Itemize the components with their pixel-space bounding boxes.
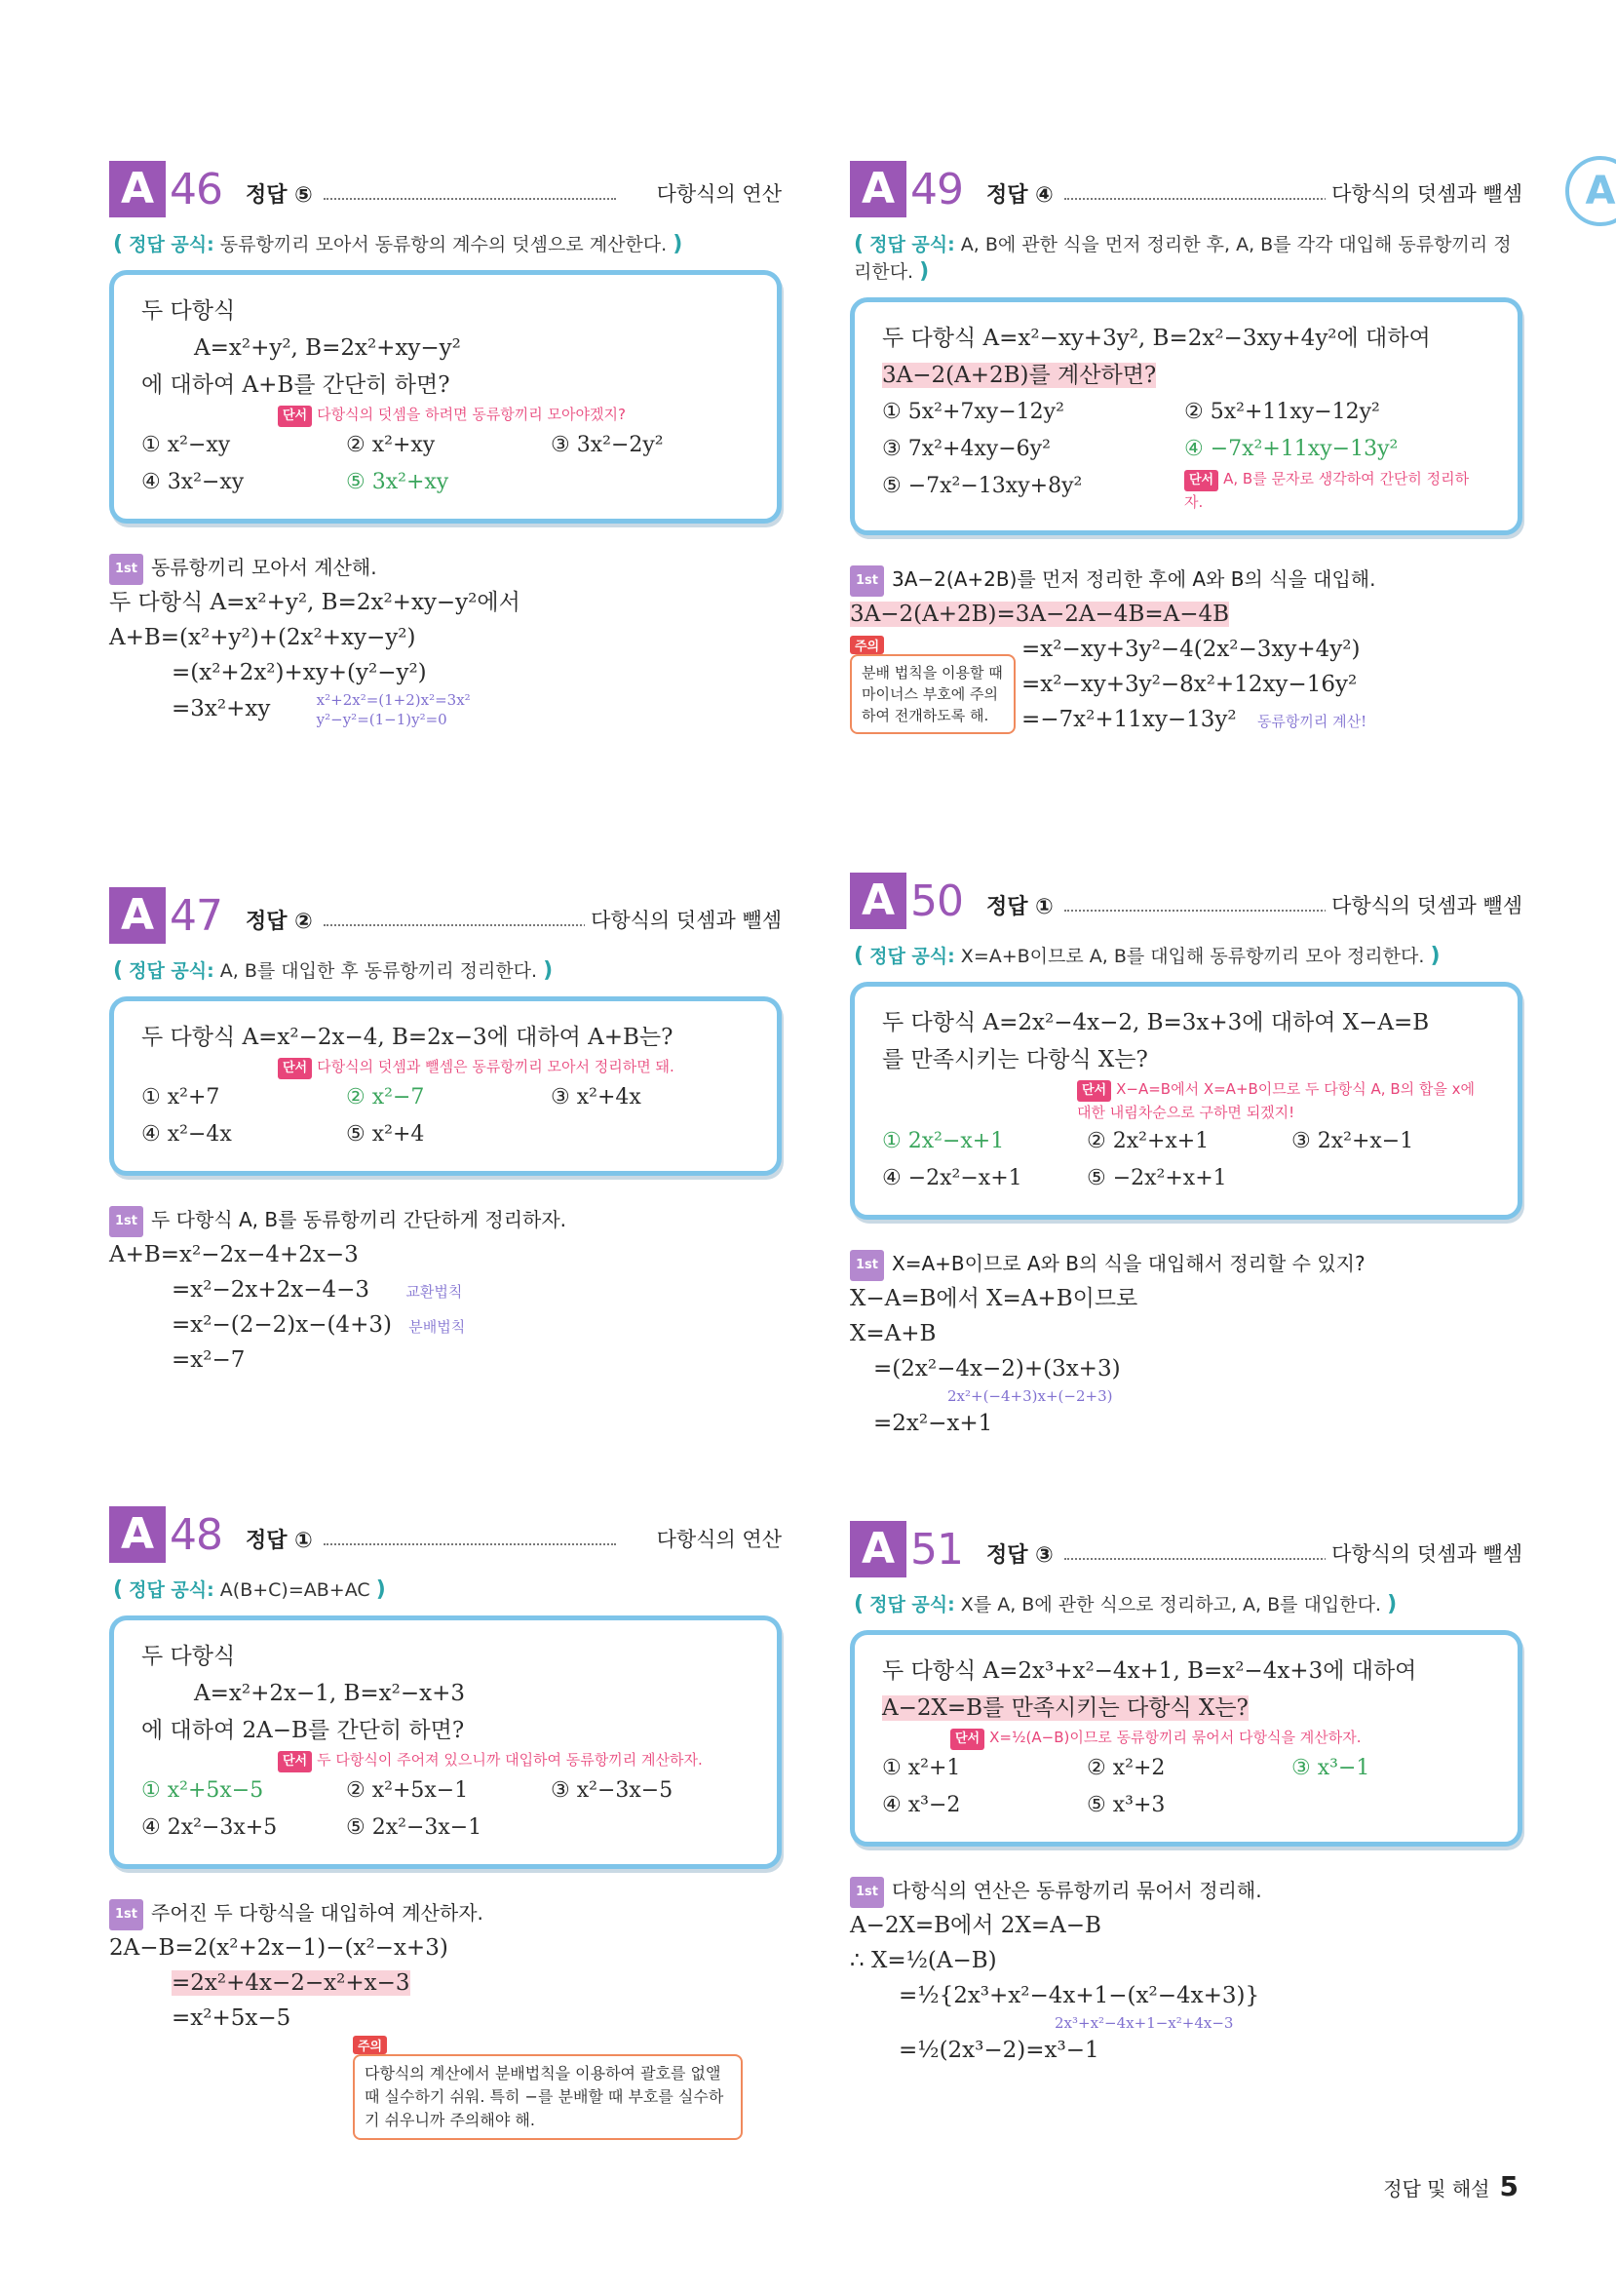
choice-4: ④ 3x²−xy [141, 470, 245, 494]
answer-label: 정답 ① [246, 1529, 313, 1553]
choice-2: ② x²+2 [1087, 1756, 1166, 1780]
answer-formula: ( 정답 공식: X를 A, B에 관한 식으로 정리하고, A, B를 대입한다. ) [854, 1592, 1398, 1616]
answer-label: 정답 ② [246, 910, 313, 934]
clue-text: 다항식의 덧셈을 하려면 동류항끼리 모아야겠지? [317, 406, 626, 423]
problem-header [109, 887, 782, 948]
solution-line: =x²−xy+3y²−4(2x²−3xy+4y²) [1021, 637, 1361, 662]
solution-line: X=A+B [850, 1321, 937, 1346]
problem-47 [109, 887, 782, 1378]
clue-text: 다항식의 덧셈과 뺄셈은 동류항끼리 모아서 정리하면 돼. [317, 1058, 674, 1075]
question-line: A−2X=B를 만족시키는 다항식 X는? [882, 1695, 1249, 1721]
leader-dots [1064, 1558, 1357, 1560]
clue-badge: 단서 [1184, 470, 1218, 491]
answer-formula: ( 정답 공식: A(B+C)=AB+AC ) [113, 1577, 386, 1602]
question-line: 에 대하여 A+B를 간단히 하면? [141, 372, 450, 398]
solution-heading [850, 564, 1522, 597]
problem-number: 50 [910, 876, 963, 926]
clue-tip [141, 1056, 751, 1079]
first-step-badge: 1st [850, 1877, 884, 1908]
choice-3: ③ x²−3x−5 [551, 1778, 673, 1803]
solution-heading-text: 두 다항식 A, B를 동류항끼리 간단하게 정리하자. [151, 1208, 567, 1231]
caution-badge: 주의 [353, 2036, 387, 2054]
answer-label: 정답 ④ [986, 183, 1054, 208]
solution-heading-text: 3A−2(A+2B)를 먼저 정리한 후에 A와 B의 식을 대입해. [892, 567, 1376, 591]
choice-5: ⑤ x²+4 [346, 1122, 425, 1147]
problem-number: 47 [170, 891, 222, 941]
choice-list [882, 394, 1492, 513]
question-box [850, 297, 1522, 535]
solution-line: ∴ X=½(A−B) [850, 1948, 997, 1973]
clue-badge: 단서 [278, 406, 312, 427]
clue-tip [141, 1749, 751, 1772]
question-line: 두 다항식 [141, 298, 236, 324]
solution-line: =−7x²+11xy−13y² 동류항끼리 계산! [1021, 707, 1367, 732]
level-badge: A [850, 161, 906, 217]
leader-dots [1064, 198, 1357, 200]
formula-text: A(B+C)=AB+AC [219, 1579, 370, 1601]
solution-heading [109, 1898, 782, 1930]
question-box [109, 996, 782, 1176]
page-footer [1383, 2170, 1519, 2202]
solution-heading [850, 1876, 1522, 1908]
side-note: 분배법칙 [408, 1318, 466, 1336]
question-line: A=x²+y², B=2x²+xy−y² [194, 335, 461, 361]
side-note: 2x³+x²−4x+1−x²+4x−3 [1055, 2014, 1234, 2032]
choice-1: ① x²−xy [141, 433, 231, 457]
leader-dots [1064, 910, 1357, 912]
formula-text: X=A+B이므로 A, B를 대입해 동류항끼리 모아 정리한다. [960, 946, 1425, 967]
solution-line: =x²+5x−5 [172, 2005, 291, 2031]
topic-label: 다항식의 덧셈과 뺄셈 [585, 905, 782, 934]
choice-list [141, 1772, 751, 1847]
choice-3: ③ 3x²−2y² [551, 433, 664, 457]
side-note: 2x²+(−4+3)x+(−2+3) [947, 1387, 1113, 1405]
problem-50 [850, 873, 1522, 1441]
solution-heading-text: 다항식의 연산은 동류항끼리 묶어서 정리해. [892, 1879, 1262, 1902]
solution-line: =2x²−x+1 [873, 1411, 993, 1436]
formula-label: 정답 공식: [869, 1594, 955, 1615]
answer-label: 정답 ① [986, 895, 1054, 919]
answer-label: 정답 ⑤ [246, 183, 313, 208]
choice-5: ⑤ 2x²−3x−1 [346, 1815, 482, 1840]
level-badge: A [109, 161, 166, 217]
caution-box [850, 636, 1016, 734]
problem-number: 48 [170, 1510, 222, 1560]
solution [109, 1898, 782, 2140]
choice-4: ④ 2x²−3x+5 [141, 1815, 278, 1840]
solution-line: X−A=B에서 X=A+B이므로 [850, 1286, 1138, 1311]
side-note: y²−y²=(1−1)y²=0 [316, 711, 447, 728]
formula-text: A, B에 관한 식을 먼저 정리한 후, A, B를 각각 대입해 동류항끼리 정리한다. [854, 234, 1512, 283]
solution-line: =x²−7 [172, 1347, 246, 1373]
choice-5: ⑤ x³+3 [1087, 1793, 1166, 1817]
question-line: 두 다항식 A=2x²−4x−2, B=3x+3에 대하여 X−A=B [882, 1010, 1430, 1035]
formula-label: 정답 공식: [129, 234, 214, 255]
choice-2-correct: ② x²−7 [346, 1085, 425, 1109]
problem-header [109, 161, 782, 221]
choice-4: ④ x²−4x [141, 1122, 232, 1147]
clue-text: 두 다항식이 주어져 있으니까 대입하여 동류항끼리 계산하자. [317, 1751, 703, 1769]
solution [109, 553, 782, 729]
solution [850, 1249, 1522, 1441]
solution-line: 2A−B=2(x²+2x−1)−(x²−x+3) [109, 1935, 448, 1961]
choice-1: ① x²+1 [882, 1756, 961, 1780]
question-line: A=x²+2x−1, B=x²−x+3 [194, 1681, 465, 1706]
formula-label: 정답 공식: [869, 234, 955, 255]
first-step-badge: 1st [109, 1899, 143, 1930]
leader-dots [324, 198, 616, 200]
solution-line: 3A−2(A+2B)=3A−2A−4B=A−4B [850, 602, 1230, 627]
caution-box [353, 2036, 743, 2140]
solution-line: A+B=(x²+y²)+(2x²+xy−y²) [109, 625, 416, 650]
clue-tip [882, 1727, 1492, 1750]
choice-3: ③ 2x²+x−1 [1291, 1129, 1414, 1153]
choice-5-correct: ⑤ 3x²+xy [346, 470, 449, 494]
solution-line: =½{2x³+x²−4x+1−(x²−4x+3)} [899, 1983, 1260, 2008]
leader-dots [324, 924, 616, 926]
choice-5: ⑤ −2x²+x+1 [1087, 1166, 1227, 1190]
answer-formula: ( 정답 공식: 동류항끼리 모아서 동류항의 계수의 덧셈으로 계산한다. ) [113, 232, 683, 256]
leader-dots [324, 1543, 616, 1545]
solution-line: =(2x²−4x−2)+(3x+3) [873, 1356, 1121, 1381]
topic-label: 다항식의 연산 [651, 178, 782, 208]
solution-line: A+B=x²−2x−4+2x−3 [109, 1242, 359, 1267]
page-number: 5 [1499, 2170, 1519, 2202]
solution-block [850, 632, 1522, 737]
section-tab: A [1565, 156, 1616, 226]
choice-1-correct: ① 2x²−x+1 [882, 1129, 1005, 1153]
first-step-badge: 1st [850, 565, 884, 597]
choice-4: ④ −2x²−x+1 [882, 1166, 1022, 1190]
solution-heading-text: X=A+B이므로 A와 B의 식을 대입해서 정리할 수 있지? [892, 1252, 1366, 1275]
clue-tip [1184, 468, 1486, 513]
first-step-badge: 1st [850, 1250, 884, 1281]
problem-header [109, 1506, 782, 1567]
choice-list [141, 1079, 751, 1153]
problem-number: 46 [170, 165, 222, 214]
choice-2: ② 2x²+x+1 [1087, 1129, 1210, 1153]
problem-49 [850, 161, 1522, 737]
footer-label: 정답 및 해설 [1383, 2177, 1490, 2200]
first-step-badge: 1st [109, 554, 143, 585]
question-line: 에 대하여 2A−B를 간단히 하면? [141, 1718, 465, 1743]
level-badge: A [109, 1506, 166, 1563]
clue-tip [882, 1078, 1492, 1123]
formula-text: X를 A, B에 관한 식으로 정리하고, A, B를 대입한다. [960, 1594, 1382, 1615]
solution-line: A−2X=B에서 2X=A−B [850, 1913, 1101, 1938]
solution-line: =(x²+2x²)+xy+(y²−y²) [172, 660, 427, 685]
clue-badge: 단서 [278, 1058, 312, 1079]
choice-list [882, 1123, 1492, 1197]
problem-number: 49 [910, 165, 963, 214]
clue-badge: 단서 [1077, 1080, 1111, 1102]
formula-label: 정답 공식: [129, 1579, 214, 1601]
caution-text: 다항식의 계산에서 분배법칙을 이용하여 괄호를 없앨 때 실수하기 쉬워. 특히 −를 분배할 때 부호를 실수하기 쉬우니까 주의해야 해. [353, 2054, 743, 2140]
answer-formula: ( 정답 공식: A, B를 대입한 후 동류항끼리 정리한다. ) [113, 958, 554, 983]
problem-51 [850, 1521, 1522, 2068]
choice-2: ② x²+5x−1 [346, 1778, 469, 1803]
choice-list [141, 427, 751, 501]
side-note: x²+2x²=(1+2)x²=3x² [316, 691, 471, 709]
clue-badge: 단서 [278, 1751, 312, 1772]
level-badge: A [850, 1521, 906, 1577]
topic-label: 다항식의 연산 [651, 1524, 782, 1553]
choice-list [882, 1750, 1492, 1824]
choice-1: ① x²+7 [141, 1085, 220, 1109]
solution [850, 1876, 1522, 2068]
solution-line: =x²−2x+2x−4−3 교환법칙 [172, 1277, 463, 1303]
solution-line: 두 다항식 A=x²+y², B=2x²+xy−y²에서 [109, 590, 520, 615]
formula-label: 정답 공식: [129, 960, 214, 982]
first-step-badge: 1st [109, 1206, 143, 1237]
solution [850, 564, 1522, 737]
clue-text: A, B를 문자로 생각하여 간단히 정리하자. [1184, 470, 1470, 511]
topic-label: 다항식의 덧셈과 뺄셈 [1326, 890, 1522, 919]
question-box [850, 982, 1522, 1220]
choice-3: ③ 7x²+4xy−6y² [882, 437, 1051, 461]
choice-2: ② x²+xy [346, 433, 436, 457]
answer-formula: ( 정답 공식: X=A+B이므로 A, B를 대입해 동류항끼리 모아 정리한다. ) [854, 944, 1441, 968]
clue-text: X−A=B에서 X=A+B이므로 두 다항식 A, B의 합을 x에 대한 내림차순으로 구하면 되겠지! [1077, 1080, 1475, 1121]
question-box [109, 1615, 782, 1869]
choice-1: ① 5x²+7xy−12y² [882, 400, 1064, 424]
solution-line: =x²−xy+3y²−8x²+12xy−16y² [1021, 672, 1358, 697]
choice-5: ⑤ −7x²−13xy+8y² [882, 474, 1083, 498]
problem-header [850, 873, 1522, 933]
solution-line: =3x²+xy x²+2x²=(1+2)x²=3x² y²−y²=(1−1)y²=0 [172, 691, 471, 728]
caution-text: 분배 법칙을 이용할 때 마이너스 부호에 주의하여 전개하도록 해. [850, 654, 1016, 734]
formula-text: A, B를 대입한 후 동류항끼리 정리한다. [219, 960, 538, 982]
question-box [850, 1630, 1522, 1847]
question-line: 두 다항식 A=x²−xy+3y², B=2x²−3xy+4y²에 대하여 [882, 326, 1431, 351]
solution-heading [850, 1249, 1522, 1281]
caution-badge: 주의 [850, 636, 884, 654]
topic-label: 다항식의 덧셈과 뺄셈 [1326, 178, 1522, 208]
topic-label: 다항식의 덧셈과 뺄셈 [1326, 1538, 1522, 1568]
solution-heading-text: 동류항끼리 모아서 계산해. [151, 556, 377, 579]
problem-46 [109, 161, 782, 729]
problem-header [850, 1521, 1522, 1581]
choice-4-correct: ④ −7x²+11xy−13y² [1184, 437, 1399, 461]
problem-header [850, 161, 1522, 221]
solution-line: =x²−(2−2)x−(4+3) 분배법칙 [172, 1312, 466, 1338]
choice-3-correct: ③ x³−1 [1291, 1756, 1370, 1780]
solution [109, 1205, 782, 1378]
level-badge: A [109, 887, 166, 944]
clue-badge: 단서 [950, 1729, 984, 1750]
answer-formula: ( 정답 공식: A, B에 관한 식을 먼저 정리한 후, A, B를 각각 대입해 동류항끼리 정리한다. ) [854, 232, 1512, 284]
problem-48 [109, 1506, 782, 2140]
choice-3: ③ x²+4x [551, 1085, 641, 1109]
side-note: 동류항끼리 계산! [1256, 713, 1367, 730]
question-box [109, 270, 782, 524]
formula-text: 동류항끼리 모아서 동류항의 계수의 덧셈으로 계산한다. [219, 234, 668, 255]
question-line: 두 다항식 A=x²−2x−4, B=2x−3에 대하여 A+B는? [141, 1025, 673, 1050]
clue-text: X=½(A−B)이므로 동류항끼리 묶어서 다항식을 계산하자. [989, 1729, 1362, 1746]
level-badge: A [850, 873, 906, 929]
solution-heading [109, 553, 782, 585]
solution-heading [109, 1205, 782, 1237]
side-note: 교환법칙 [405, 1283, 463, 1301]
problem-number: 51 [910, 1525, 963, 1575]
solution-heading-text: 주어진 두 다항식을 대입하여 계산하자. [151, 1901, 483, 1925]
clue-tip [141, 404, 751, 427]
choice-2: ② 5x²+11xy−12y² [1184, 400, 1380, 424]
solution-line: =½(2x³−2)=x³−1 [899, 2038, 1099, 2063]
solution-line: =2x²+4x−2−x²+x−3 [172, 1970, 410, 1996]
question-line: 를 만족시키는 다항식 X는? [882, 1047, 1148, 1072]
answer-label: 정답 ③ [986, 1543, 1054, 1568]
question-line: 3A−2(A+2B)를 계산하면? [882, 363, 1157, 388]
question-line: 두 다항식 A=2x³+x²−4x+1, B=x²−4x+3에 대하여 [882, 1658, 1417, 1684]
question-line: 두 다항식 [141, 1644, 236, 1669]
choice-1-correct: ① x²+5x−5 [141, 1778, 264, 1803]
formula-label: 정답 공식: [869, 946, 955, 967]
choice-4: ④ x³−2 [882, 1793, 961, 1817]
